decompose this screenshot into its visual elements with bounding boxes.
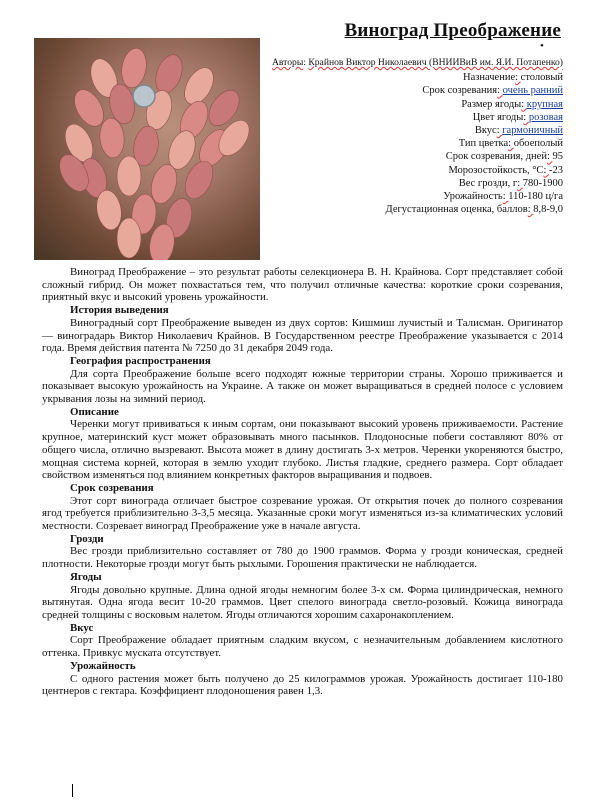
prop-berry-size: Размер ягоды: крупная <box>461 98 563 110</box>
article-body <box>42 266 563 698</box>
bullet-mark: • <box>540 40 544 52</box>
prop-frost-resistance: Морозостойкость, °С: -23 <box>448 164 563 176</box>
paragraph-description: Черенки могут прививаться к иным сортам, они показывают высокий уровень приживаемости. Растение крупное, материнский куст может образовывать много пасынков. Плодоносные побеги составляют 80% от общего числа, отлично вызревают. Высота может в длину достигать 3-х метров. Черенки укореняются быстро, мощная система корней, которая в землю уходит глубоко. Листья гладкие, среднего размера. Сорт обладает свойством изменяться под влиянием конкретных факторов выращивания и подвоев. <box>42 418 563 482</box>
berry-color-link[interactable]: розовая <box>528 111 563 123</box>
ripening-link[interactable]: очень ранний <box>502 85 563 97</box>
heading-geography: География распространения <box>70 354 211 367</box>
properties-panel <box>243 56 563 216</box>
taste-link[interactable]: гармоничный <box>502 125 563 137</box>
page-title: Виноград Преображение <box>344 20 561 41</box>
heading-history: История выведения <box>70 304 169 317</box>
prop-flower-type: Тип цветка: обоеполый <box>458 138 563 150</box>
prop-authors: Авторы: Крайнов Виктор Николаевич (ВНИИВиВ им. Я.И. Потапенко) <box>271 57 563 68</box>
heading-bunches: Грозди <box>70 532 104 545</box>
paragraph-yield: С одного растения может быть получено до 25 килограммов урожая. Урожайность достигает 110-180 центнеров с гектара. Коэффициент плодоношения равен 1,3. <box>42 672 563 698</box>
paragraph-geography: Для сорта Преображение больше всего подходят южные территории страны. Хорошо приживается и показывает высокую урожайность на Украине. А также он может выращиваться в средней полосе с условием укрывания лозы на зимний период. <box>42 367 563 406</box>
heading-berries: Ягоды <box>70 570 102 583</box>
grape-berry <box>117 156 141 196</box>
intro-paragraph: Виноград Преображение – это результат работы селекционера В. Н. Крайнова. Сорт представляет собой сложный гибрид. Он может похвастаться тем, что получил отличные качества: короткие сроки созревания, приятный вкус и высокий уровень урожайности. <box>42 266 563 304</box>
grape-berry <box>117 218 141 258</box>
grape-bunch-image <box>34 38 260 260</box>
prop-ripening-days: Срок созревания, дней: 95 <box>445 151 563 163</box>
text-cursor <box>72 784 73 797</box>
paragraph-ripening: Этот сорт винограда отличает быстрое созревание урожая. От открытия почек до полного созревания ягод требуется приблизительно 3-3,5 месяца. Указанные сроки могут изменяться из-за климатических условий местности. Созревает виноград Преображение уже в начале августа. <box>42 494 563 533</box>
prop-berry-color: Цвет ягоды: розовая <box>472 111 563 123</box>
heading-taste: Вкус <box>70 621 94 634</box>
prop-purpose: Назначение: столовый <box>463 72 563 84</box>
paragraph-taste: Сорт Преображение обладает приятным сладким вкусом, с незначительным добавлением кислотного оттенка. Привкус муската отсутствует. <box>42 634 563 660</box>
prop-taste: Вкус: гармоничный <box>474 125 563 137</box>
prop-bunch-weight: Вес грозди, г: 780-1900 <box>458 177 563 189</box>
prop-ripening-term: Срок созревания: очень ранний <box>422 85 563 97</box>
prop-yield: Урожайность: 110-180 ц/га <box>443 191 563 203</box>
berry-size-link[interactable]: крупная <box>526 98 563 110</box>
grape-photo <box>34 38 260 260</box>
prop-tasting-score: Дегустационная оценка, баллов: 8,8-9,0 <box>385 204 563 216</box>
paragraph-berries: Ягоды довольно крупные. Длина одной ягоды немногим более 3-х см. Форма цилиндрическая, немного вытянутая. Одна ягода весит 10-20 граммов. Цвет спелого винограда светло-розовый. Кожица винограда средней толщины с восковым налетом. Ягоды отличаются хорошим сахаронакоплением. <box>42 583 563 621</box>
heading-ripening: Срок созревания <box>70 481 154 494</box>
heading-description: Описание <box>70 405 119 418</box>
heading-yield: Урожайность <box>70 659 136 672</box>
paragraph-bunches: Вес грозди приблизительно составляет от 780 до 1900 граммов. Форма у грозди коническая, средней плотности. Некоторые грозди могут быть рыхлыми. Горошения практически не наблюдается. <box>42 545 563 571</box>
paragraph-history: Виноградный сорт Преображение выведен из двух сортов: Кишмиш лучистый и Талисман. Оригинатор — виноградарь Виктор Николаевич Крайнов. В Государственном реестре Преображение указывается с 2014 года. Время действия патента № 7250 до 31 декабря 2049 года. <box>42 316 563 355</box>
